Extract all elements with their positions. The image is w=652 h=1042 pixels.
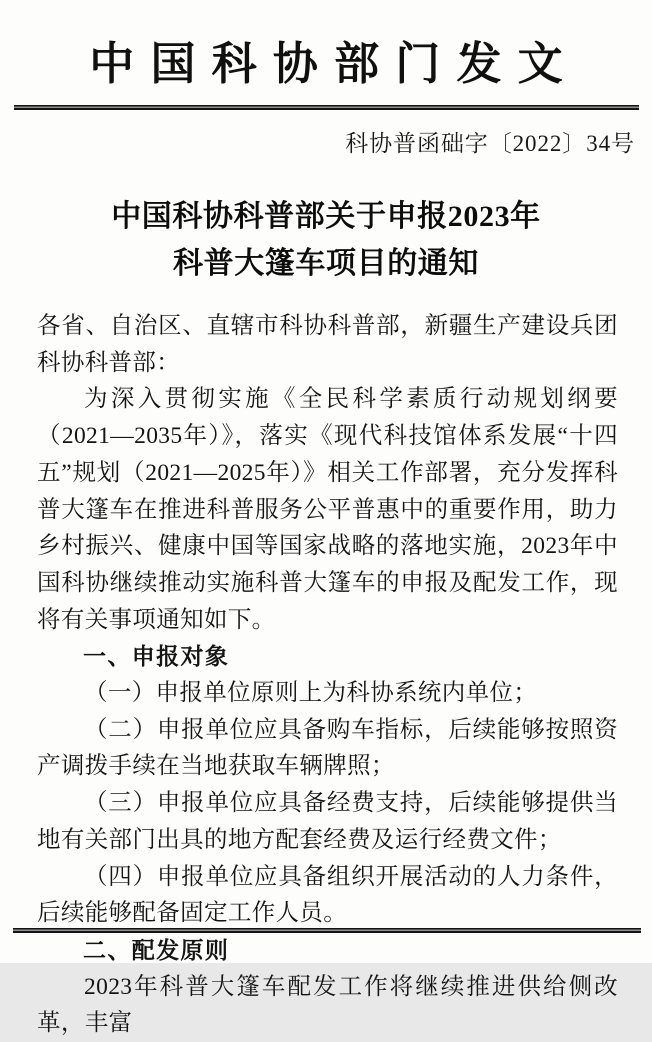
footer-divider <box>13 928 641 933</box>
paragraph-intro: 为深入贯彻实施《全民科学素质行动规划纲要（2021—2035年）》，落实《现代科技馆体系发展“十四五”规划（2021—2025年）》相关工作部署，充分发挥科普大篷车在推进科普服务公平普惠中的重要作用，助力乡村振兴、健康中国等国家战略的落地实施，2023年中国科协继续推动实施科普大篷车的申报及配发工作，现将有关事项通知如下。 <box>37 386 618 633</box>
salutation: 各省、自治区、直辖市科协科普部，新疆生产建设兵团科协科普部： <box>37 313 618 376</box>
list-item-4: （四）申报单位应具备组织开展活动的人力条件，后续能够配备固定工作人员。 <box>37 863 618 927</box>
list-item-1: （一）申报单位原则上为科协系统内单位； <box>84 680 538 707</box>
notice-title-line2: 科普大篷车项目的通知 <box>173 247 479 280</box>
section-heading-1: 一、申报对象 <box>83 643 230 670</box>
section-heading-2: 二、配发原则 <box>83 936 230 963</box>
letterhead-divider <box>14 105 639 110</box>
notice-title <box>0 193 652 287</box>
notice-title-line1: 中国科协科普部关于申报2023年 <box>111 200 541 233</box>
letterhead-title: 中国科协部门发文 <box>89 39 579 89</box>
paragraph-section2: 2023年科普大篷车配发工作将继续推进供给侧改革，丰富 <box>37 973 618 1037</box>
list-item-3: （三）申报单位应具备经费支持，后续能够提供当地有关部门出具的地方配套经费及运行经费文件； <box>37 790 618 853</box>
list-item-2: （二）申报单位应具备购车指标，后续能够按照资产调拨手续在当地获取车辆牌照； <box>37 716 618 780</box>
document-number: 科协普函础字〔2022〕34号 <box>345 131 635 156</box>
